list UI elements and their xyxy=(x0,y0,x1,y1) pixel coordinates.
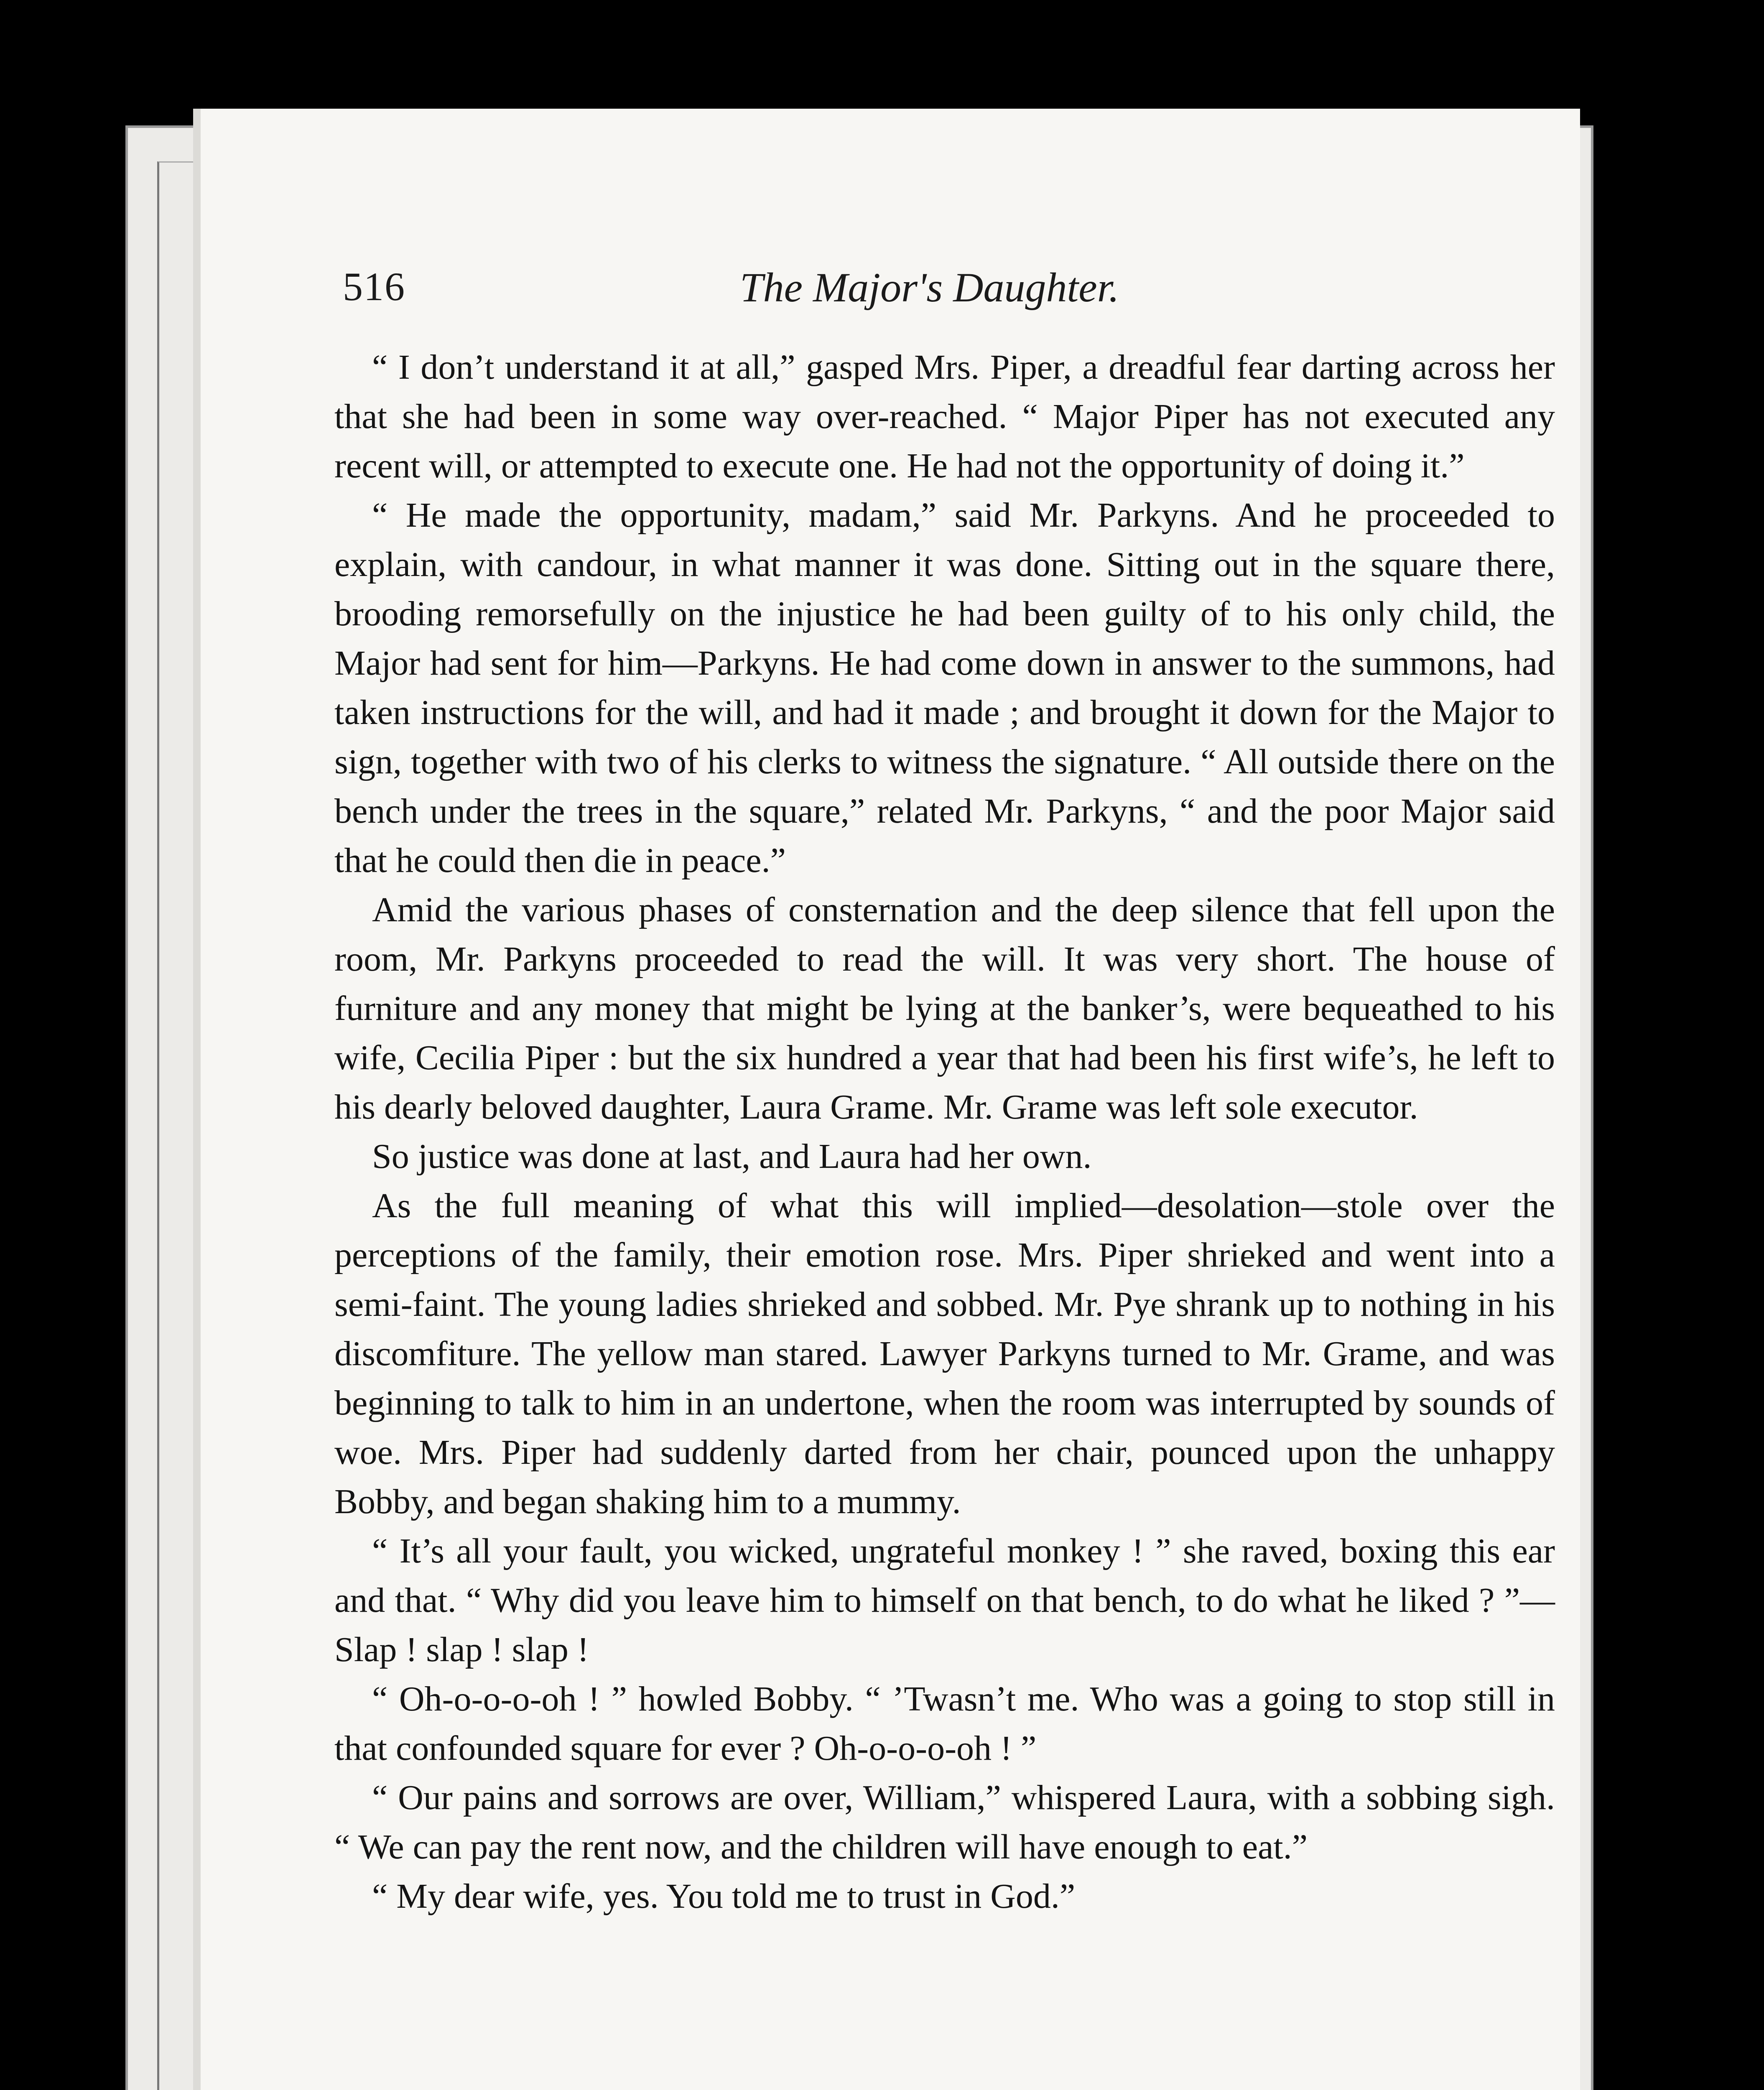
paragraph: “ My dear wife, yes. You told me to trust in God.” xyxy=(372,1877,1076,1916)
paragraph: So justice was done at last, and Laura had her own. xyxy=(372,1137,1092,1176)
body-text xyxy=(334,343,1555,1921)
page-number: 516 xyxy=(343,264,405,309)
paragraph: “ Our pains and sorrows are over, William,” whispered Laura, with a sobbing sigh. “ We can pay the rent now, and the children will have enough to eat.” xyxy=(334,1778,1555,1866)
paragraph: As the full meaning of what this will implied—desolation—stole over the perceptions of the family, their emotion rose. Mrs. Piper shrieked and went into a semi-faint. The young ladies shrieked and sobbed. Mr. Pye shrank up to nothing in his discomfiture. The yellow man stared. Lawyer Parkyns turned to Mr. Grame, and was beginning to talk to him in an undertone, when the room was interrupted by sounds of woe. Mrs. Piper had suddenly darted from her chair, pounced upon the unhappy Bobby, and began shaking him to a mummy. xyxy=(334,1186,1555,1521)
paragraph: “ It’s all your fault, you wicked, ungrateful monkey ! ” she raved, boxing this ear and that. “ Why did you leave him to himself on that bench, to do what he liked ? ”—Slap ! slap ! slap ! xyxy=(334,1532,1555,1669)
page-header xyxy=(343,263,1555,322)
paragraph: “ I don’t understand it at all,” gasped Mrs. Piper, a dreadful fear darting across her that she had been in some way over-reached. “ Major Piper has not executed any recent will, or attempted to execute one. He had not the opportunity of doing it.” xyxy=(334,348,1555,485)
paragraph: “ Oh-o-o-o-oh ! ” howled Bobby. “ ’Twasn’t me. Who was a going to stop still in that confounded square for ever ? Oh-o-o-o-oh ! ” xyxy=(334,1680,1555,1768)
paragraph: “ He made the opportunity, madam,” said Mr. Parkyns. And he proceeded to explain, with candour, in what manner it was done. Sitting out in the square there, brooding remorsefully on the injustice he had been guilty of to his only child, the Major had sent for him—Parkyns. He had come down in answer to the summons, had taken instructions for the will, and had it made ; and brought it down for the Major to sign, together with two of his clerks to witness the signature. “ All outside there on the bench under the trees in the square,” related Mr. Parkyns, “ and the poor Major said that he could then die in peace.” xyxy=(334,496,1555,880)
running-title: The Major's Daughter. xyxy=(740,264,1119,311)
paragraph: Amid the various phases of consternation and the deep silence that fell upon the room, Mr. Parkyns proceeded to read the will. It was very short. The house of furniture and any money that might be lying at the banker’s, were bequeathed to his wife, Cecilia Piper : but the six hundred a year that had been his first wife’s, he left to his dearly beloved daughter, Laura Grame. Mr. Grame was left sole executor. xyxy=(334,890,1555,1127)
